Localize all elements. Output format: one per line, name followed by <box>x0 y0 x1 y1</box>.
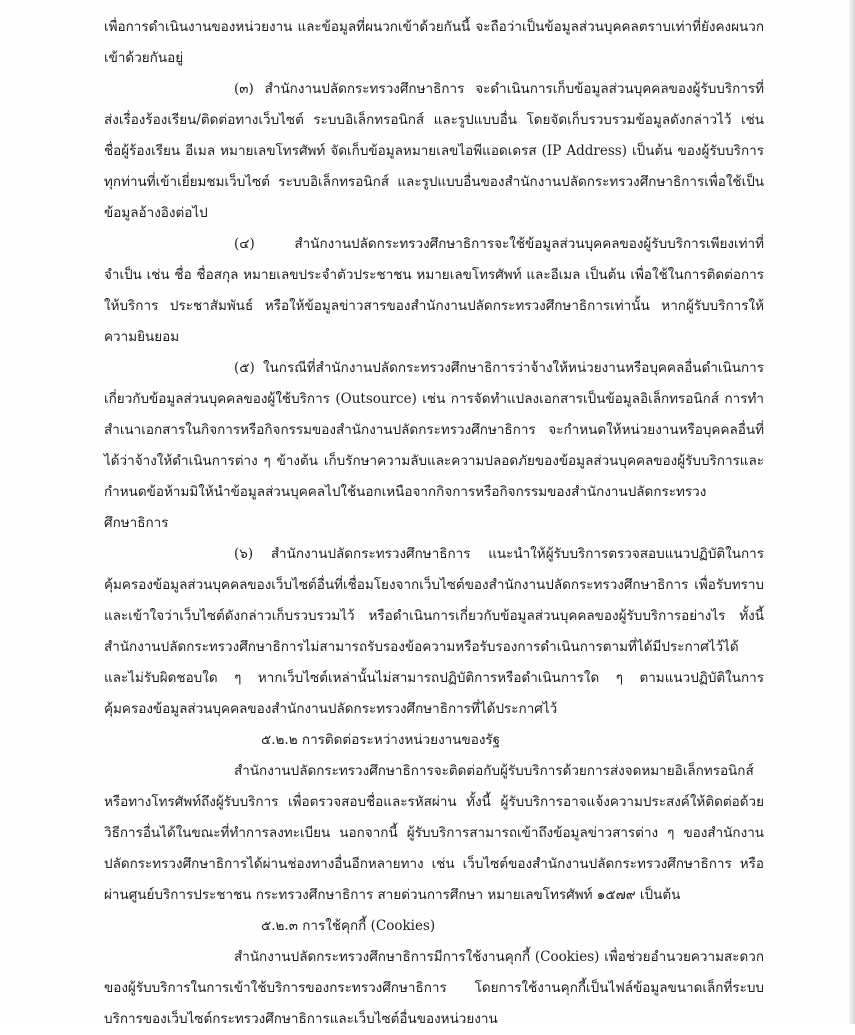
section-5-2-2-paragraph: สำนักงานปลัดกระทรวงศึกษาธิการจะติดต่อกับผู้รับบริการด้วยการส่งจดหมายอิเล็กทรอนิกส์หรือทางโทรศัพท์ถึงผู้รับบริการ เพื่อตรวจสอบชื่อและรหัสผ่าน ทั้งนี้ ผู้รับบริการอาจแจ้งความประสงค์ให้ติดต่อด้วยวิธีการอื่นได้ในขณะที่ทำการลงทะเบียน นอกจากนี้ ผู้รับบริการสามารถเข้าถึงข้อมูลข่าวสารต่าง ๆ ของสำนักงานปลัดกระทรวงศึกษาธิการได้ผ่านช่องทางอื่นอีกหลายทาง เช่น เว็บไซต์ของสำนักงานปลัดกระทรวงศึกษาธิการ หรือผ่านศูนย์บริการประชาชน กระทรวงศึกษาธิการ สายด่วนการศึกษา หมายเลขโทรศัพท์ ๑๕๗๙ เป็นต้น <box>104 763 764 903</box>
page-edge-shadow <box>849 0 855 1024</box>
section-heading-5-2-3 <box>104 911 764 942</box>
item-6-paragraph: (๖) สำนักงานปลัดกระทรวงศึกษาธิการ แนะนำให้ผู้รับบริการตรวจสอบแนวปฏิบัติในการคุ้มครองข้อมูลส่วนบุคคลของเว็บไซต์อื่นที่เชื่อมโยงจากเว็บไซต์ของสำนักงานปลัดกระทรวงศึกษาธิการ เพื่อรับทราบและเข้าใจว่าเว็บไซต์ดังกล่าวเก็บรวบรวมไว้ หรือดำเนินการเกี่ยวกับข้อมูลส่วนบุคคลของผู้รับบริการอย่างไร ทั้งนี้ สำนักงานปลัดกระทรวงศึกษาธิการไม่สามารถรับรองข้อความหรือรับรองการดำเนินการตามที่ได้มีประกาศไว้ได้ และไม่รับผิดชอบใด ๆ หากเว็บไซต์เหล่านั้นไม่สามารถปฏิบัติการหรือดำเนินการใด ๆ ตามแนวปฏิบัติในการคุ้มครองข้อมูลส่วนบุคคลของสำนักงานปลัดกระทรวงศึกษาธิการที่ได้ประกาศไว้ <box>104 546 764 717</box>
section-heading-5-2-3-text: ๕.๒.๓ การใช้คุกกี้ (Cookies) <box>261 918 436 934</box>
section-heading-5-2-2-text: ๕.๒.๒ การติดต่อระหว่างหน่วยงานของรัฐ <box>261 732 501 748</box>
item-3-paragraph: (๓) สำนักงานปลัดกระทรวงศึกษาธิการ จะดำเนินการเก็บข้อมูลส่วนบุคคลของผู้รับบริการที่ส่งเรื่องร้องเรียน/ติดต่อทางเว็บไซต์ ระบบอิเล็กทรอนิกส์ และรูปแบบอื่น โดยจัดเก็บรวบรวมข้อมูลดังกล่าวไว้ เช่น ชื่อผู้ร้องเรียน อีเมล หมายเลขโทรศัพท์ จัดเก็บข้อมูลหมายเลขไอพีแอดเดรส (IP Address) เป็นต้น ของผู้รับบริการทุกท่านที่เข้าเยี่ยมชมเว็บไซต์ ระบบอิเล็กทรอนิกส์ และรูปแบบอื่นของสำนักงานปลัดกระทรวงศึกษาธิการเพื่อใช้เป็นข้อมูลอ้างอิงต่อไป <box>104 81 764 221</box>
item-5-paragraph: (๕) ในกรณีที่สำนักงานปลัดกระทรวงศึกษาธิการว่าจ้างให้หน่วยงานหรือบุคคลอื่นดำเนินการเกี่ยวกับข้อมูลส่วนบุคคลของผู้ใช้บริการ (Outsource) เช่น การจัดทำแปลงเอกสารเป็นข้อมูลอิเล็กทรอนิกส์ การทำสำเนาเอกสารในกิจการหรือกิจกรรมของสำนักงานปลัดกระทรวงศึกษาธิการ จะกำหนดให้หน่วยงานหรือบุคคลอื่นที่ได้ว่าจ้างให้ดำเนินการต่าง ๆ ข้างต้น เก็บรักษาความลับและความปลอดภัยของข้อมูลส่วนบุคคลของผู้รับบริการและกำหนดข้อห้ามมิให้นำข้อมูลส่วนบุคคลไปใช้นอกเหนือจากกิจการหรือกิจกรรมของสำนักงานปลัดกระทรวงศึกษาธิการ <box>104 360 764 531</box>
document-body <box>104 12 764 1035</box>
intro-paragraph: เพื่อการดำเนินงานของหน่วยงาน และข้อมูลที่ผนวกเข้าด้วยกันนี้ จะถือว่าเป็นข้อมูลส่วนบุคคลตราบเท่าที่ยังคงผนวกเข้าด้วยกันอยู่ <box>104 19 764 66</box>
section-heading-5-2-2 <box>104 725 764 756</box>
section-5-2-3-paragraph: สำนักงานปลัดกระทรวงศึกษาธิการมีการใช้งานคุกกี้ (Cookies) เพื่อช่วยอำนวยความสะดวกของผู้รับบริการในการเข้าใช้บริการของกระทรวงศึกษาธิการ โดยการใช้งานคุกกี้เป็นไฟล์ข้อมูลขนาดเล็กที่ระบบบริการของเว็บไซต์กระทรวงศึกษาธิการและเว็บไซต์อื่นของหน่วยงาน <box>104 949 764 1027</box>
item-4-paragraph: (๔) สำนักงานปลัดกระทรวงศึกษาธิการจะใช้ข้อมูลส่วนบุคคลของผู้รับบริการเพียงเท่าที่จำเป็น เช่น ชื่อ ชื่อสกุล หมายเลขประจำตัวประชาชน หมายเลขโทรศัพท์ และอีเมล เป็นต้น เพื่อใช้ในการติดต่อการให้บริการ ประชาสัมพันธ์ หรือให้ข้อมูลข่าวสารของสำนักงานปลัดกระทรวงศึกษาธิการเท่านั้น หากผู้รับบริการให้ความยินยอม <box>104 236 764 345</box>
